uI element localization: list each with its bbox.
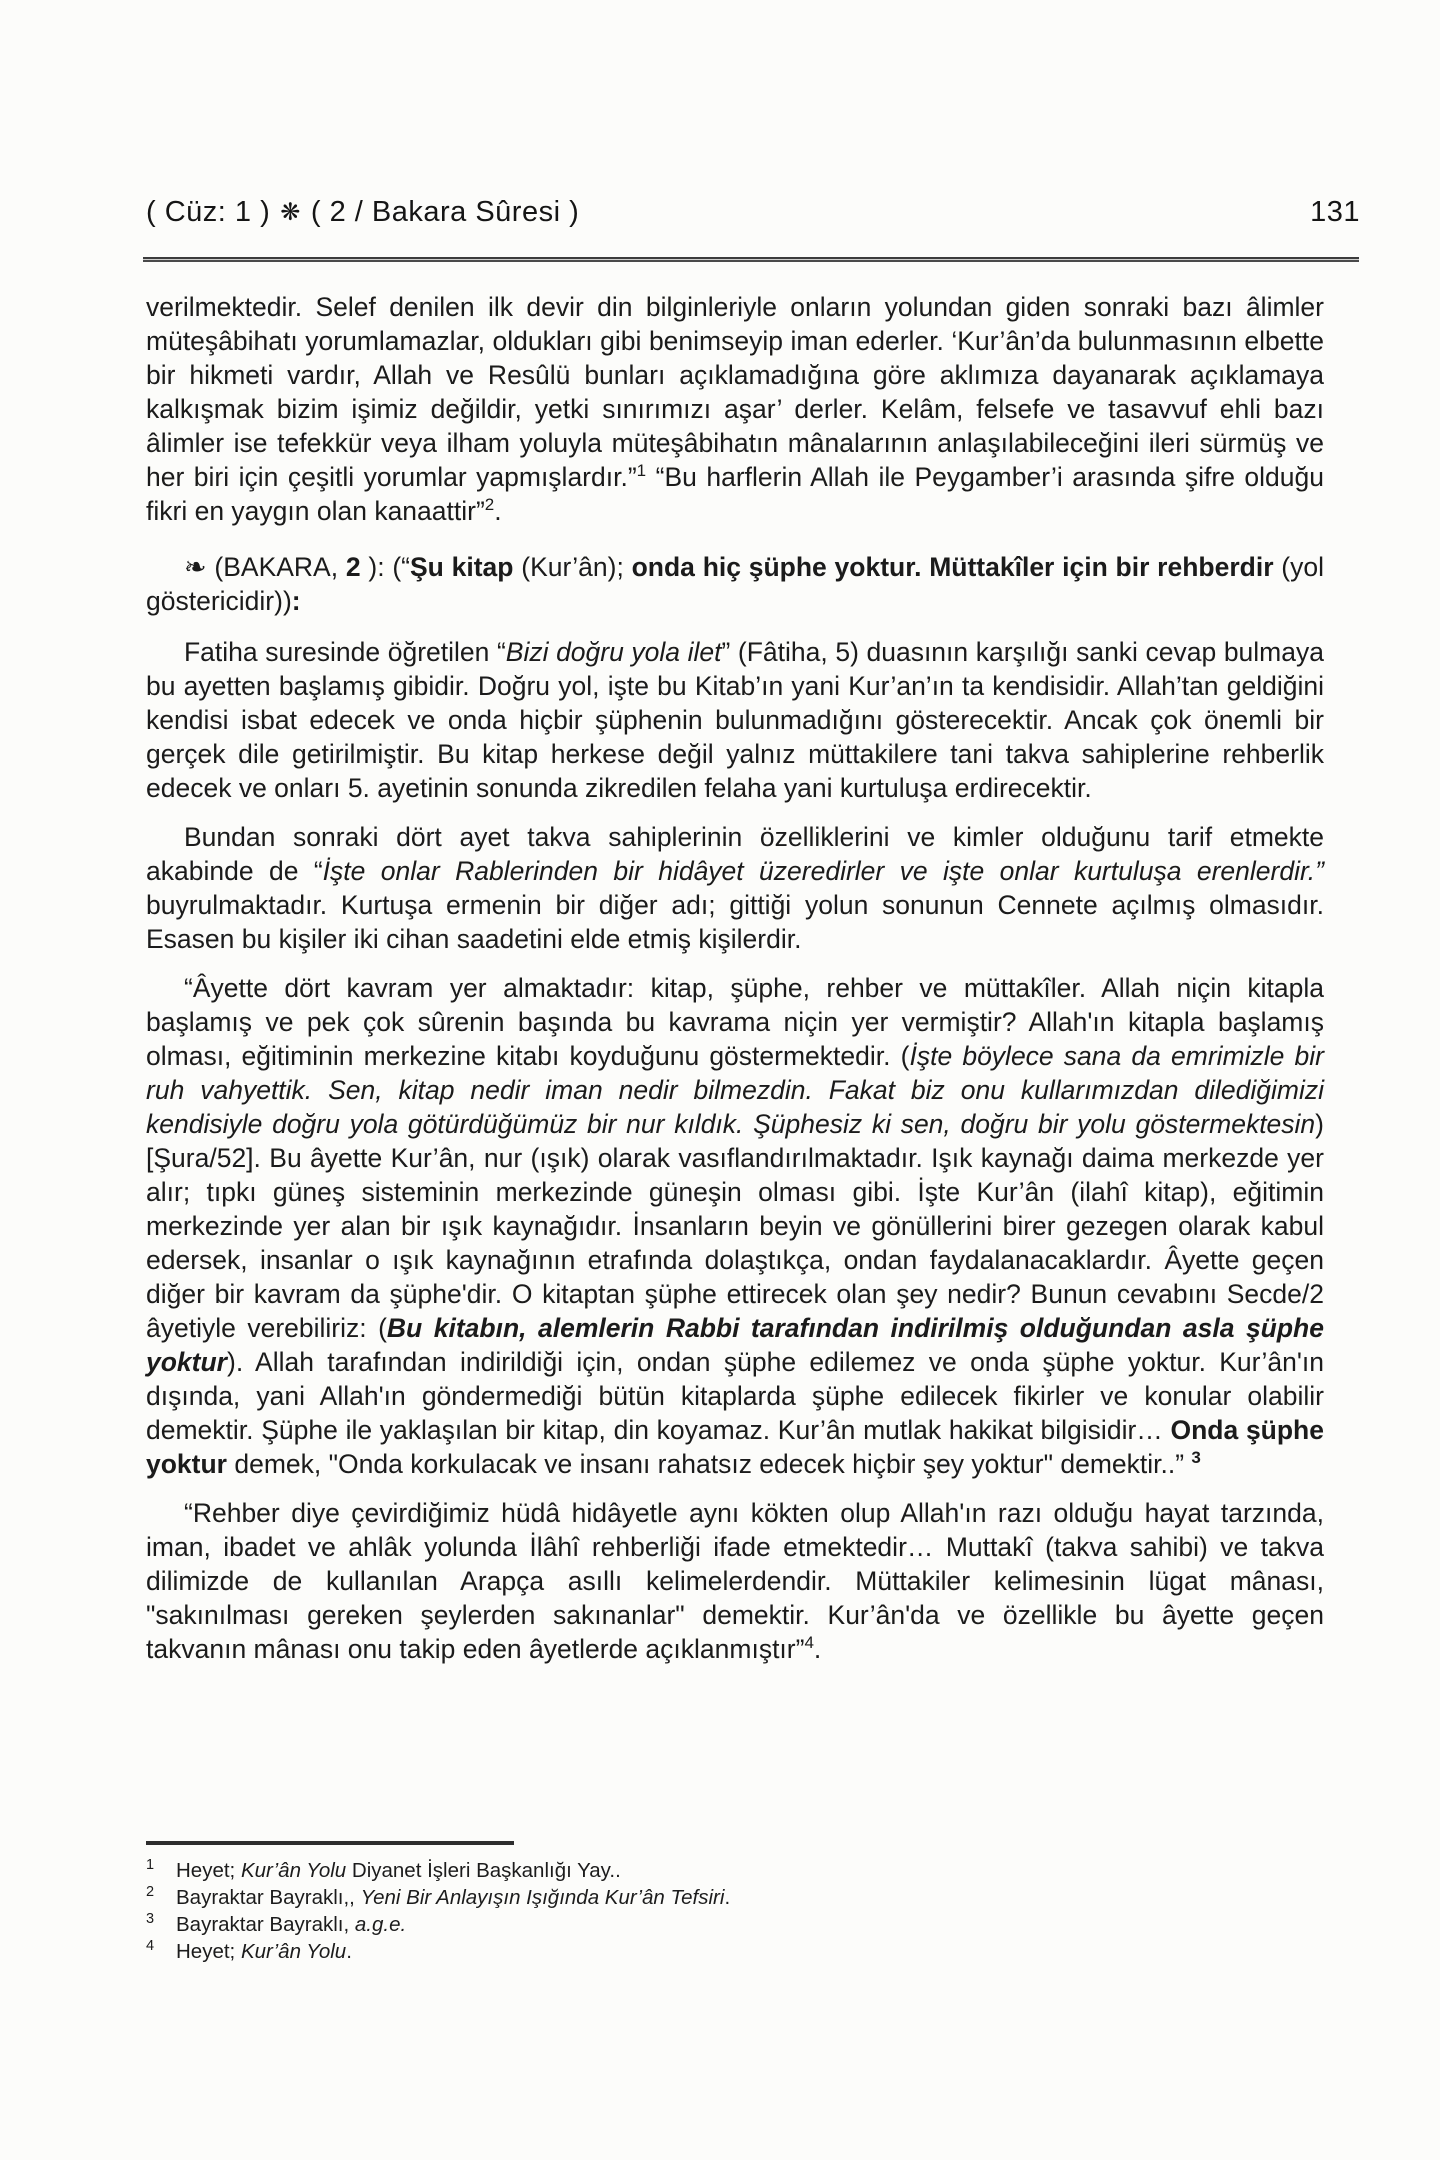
text-run: ). Allah tarafından indirildiği için, ondan şüphe edilemez ve onda şüphe yoktur. Kur’ân'ın dışında, yani Allah'ın göndermediği bütün kitaplarda şüphe edilecek fikirler ve konular olabilir demektir. Şüphe ile yaklaşılan bir kitap, din koyamaz. Kur’ân mutlak hakikat bilgisidir…	[146, 1347, 1324, 1445]
paragraph-rehber	[146, 1496, 1324, 1666]
paragraph-bakara-heading	[146, 550, 1324, 618]
text-run: verilmektedir. Selef denilen ilk devir din bilginleriyle onların yolundan giden sonraki bazı âlimler müteşâbihatı yorumlamazlar, oldukları gibi benimseyip iman ederler. ‘Kur’ân’da bulunmasının elbette bir hikmeti vardır, Allah ve Resûlü bunları açıklamadığına göre aklımıza dayanarak açıklamaya kalkışmak bizim işimiz değildir, yetki sınırımızı aşar’ derler. Kelâm, felsefe ve tasavvuf ehli bazı âlimler ise tefekkür veya ilham yoluyla müteşâbihatın mânalarının anlaşılabileceğini ileri sürmüş ve her biri için çeşitli yorumlar yapmışlardır.”	[146, 292, 1324, 492]
footnote-item: 3 Bayraktar Bayraklı, a.g.e.	[146, 1911, 407, 1936]
text-run: Bayraktar Bayraklı,,	[176, 1886, 361, 1909]
text-run: Yeni Bir Anlayışın Işığında Kur’ân Tefsiri	[360, 1886, 725, 1909]
text-run: Şu kitap	[410, 552, 514, 582]
text-run: ” (Fâtiha, 5) duasının karşılığı sanki cevap bulmaya bu ayetten başlamış gibidir. Doğru yol, işte bu Kitab’ın yani Kur’an’ın ta kendisidir. Allah’tan geldiğini kendisi isbat edecek ve onda hiçbir şüphenin bulunmadığını gösterecektir. Ancak çok önemli bir gerçek dile getirilmiştir. Bu kitap herkese değil yalnız müttakilere tani takva sahiplerine rehberlik edecek ve onları 5. ayetinin sonunda zikredilen felaha yani kurtuluşa erdirecektir.	[146, 637, 1324, 803]
text-run: demek, "Onda korkulacak ve insanı rahatsız edecek hiçbir şey yoktur" demektir..”	[227, 1449, 1192, 1479]
footnote-item: 1 Heyet; Kur’ân Yolu Diyanet İşleri Başkanlığı Yay..	[146, 1857, 621, 1882]
text-run: 2	[345, 552, 361, 582]
paragraph-selef	[146, 290, 1324, 528]
fleuron-icon: ❧	[184, 552, 207, 582]
juz-label: ( Cüz: 1 )	[146, 196, 271, 228]
text-run: Kur’ân Yolu	[240, 1859, 347, 1882]
text-run: .	[494, 496, 502, 526]
text-run: Fatiha suresinde öğretilen “	[184, 637, 506, 667]
text-run: Bayraktar Bayraklı,	[176, 1913, 355, 1936]
footnote-ref: 1	[636, 461, 647, 481]
text-run: “Âyette dört kavram yer almaktadır: kitap, şüphe, rehber ve müttakîler. Allah niçin kitapla başlamış ve pek çok sûrenin başında bu kavrama niçin yer vermiştir? Allah'ın kitapla başlamış olması, eğitiminin merkezine kitabı koyduğunu göstermektedir. (	[146, 973, 1324, 1071]
footnotes-section	[146, 1857, 1324, 1965]
footnote-divider	[146, 1841, 514, 1845]
footnote-ref: 3	[1191, 1448, 1201, 1468]
text-run: Bundan sonraki dört ayet takva sahiplerinin özelliklerini ve kimler olduğunu tarif etmekte akabinde de “	[146, 822, 1324, 886]
text-run: buyrulmaktadır. Kurtuşa ermenin bir diğer adı; gittiği yolun sonunun Cennete açılmış olmasıdır. Esasen bu kişiler iki cihan saadetini elde etmiş kişilerdir.	[146, 890, 1324, 954]
text-run: .	[813, 1634, 822, 1664]
text-run: Heyet;	[176, 1940, 241, 1963]
text-run: “Bu harflerin Allah ile Peygamber’i arasında şifre olduğu fikri en yaygın olan kanaattir”	[146, 462, 1324, 526]
text-run: onda hiç şüphe yoktur. Müttakîler için bir rehberdir	[631, 552, 1274, 582]
footnote-ref: 4	[804, 1633, 814, 1653]
text-run: Kur’ân Yolu	[240, 1940, 347, 1963]
text-run: ): (“	[360, 552, 410, 582]
text-run: (BAKARA,	[206, 552, 346, 582]
header-divider	[143, 257, 1359, 262]
text-run: Diyanet İşleri Başkanlığı Yay..	[346, 1859, 621, 1882]
flower-ornament-icon: ❋	[280, 199, 301, 226]
footnote-item: 2 Bayraktar Bayraklı,, Yeni Bir Anlayışın Işığında Kur’ân Tefsiri.	[146, 1884, 731, 1909]
text-run: (Kur’ân);	[513, 552, 632, 582]
text-run: (yol göstericidir))	[146, 552, 1324, 616]
page-number: 131	[1310, 196, 1360, 228]
paragraph-fatiha	[146, 635, 1324, 805]
text-run: İşte onlar Rablerinden bir hidâyet üzeredirler ve işte onlar kurtuluşa erenlerdir.”	[322, 856, 1324, 886]
text-run: .	[724, 1886, 731, 1909]
text-run: Heyet;	[176, 1859, 241, 1882]
paragraph-ayette-dort-kavram	[146, 971, 1324, 1481]
text-run: Bu kitabın, alemlerin Rabbi tarafından indirilmiş olduğundan asla şüphe yoktur	[146, 1313, 1324, 1377]
paragraph-bundan-sonraki	[146, 820, 1324, 956]
footnote-ref: 2	[484, 495, 495, 515]
surah-label: ( 2 / Bakara Sûresi )	[310, 196, 580, 228]
text-run: “Rehber diye çevirdiğimiz hüdâ hidâyetle aynı kökten olup Allah'ın razı olduğu hayat tarzında, iman, ibadet ve ahlâk yolunda İlâhî rehberliği ifade etmektedir… Muttakî (takva sahibi) ve takva dilimizde de kullanılan Arapça asıllı kelimelerdendir. Müttakiler kelimesinin lügat mânası, "sakınılması gereken şeylerden sakınanlar" demektir. Kur’ân'da ve özellikle bu âyette geçen takvanın mânası onu takip eden âyetlerde açıklanmıştır”	[146, 1498, 1324, 1664]
text-run: a.g.e.	[354, 1913, 407, 1936]
text-run: :	[291, 586, 301, 616]
text-run: Onda şüphe yoktur	[146, 1415, 1324, 1479]
text-run: İşte böylece sana da emrimizle bir ruh vahyettik. Sen, kitap nedir iman nedir bilmezdin. Fakat biz onu kullarımızdan dilediğimizi kendisiyle doğru yola götürdüğümüz bir nur kıldık. Şüphesiz ki sen, doğru bir yolu göstermektesin	[146, 1041, 1325, 1139]
footnote-item: 4 Heyet; Kur’ân Yolu.	[146, 1938, 352, 1963]
page-header	[146, 196, 1360, 229]
page-body	[146, 290, 1324, 1681]
running-title	[146, 196, 579, 229]
text-run: Bizi doğru yola ilet	[505, 637, 722, 667]
text-run: ) [Şura/52]. Bu âyette Kur’ân, nur (ışık) olarak vasıflandırılmaktadır. Işık kaynağı daima merkezde yer alır; tıpkı güneş sisteminin merkezinde güneşin olması gibi. İşte Kur’ân (ilahî kitap), eğitimin merkezinde yer alan bir ışık kaynağıdır. İnsanların beyin ve gönüllerini birer gezegen olarak kabul edersek, insanlar o ışık kaynağının etrafında dolaştıkça, ondan faydalanacaklardır. Âyette geçen diğer bir kavram da şüphe'dir. O kitaptan şüphe ettirecek olan şey nedir? Bunun cevabını Secde/2 âyetiyle verebiliriz: (	[146, 1109, 1324, 1343]
text-run: .	[346, 1940, 352, 1963]
